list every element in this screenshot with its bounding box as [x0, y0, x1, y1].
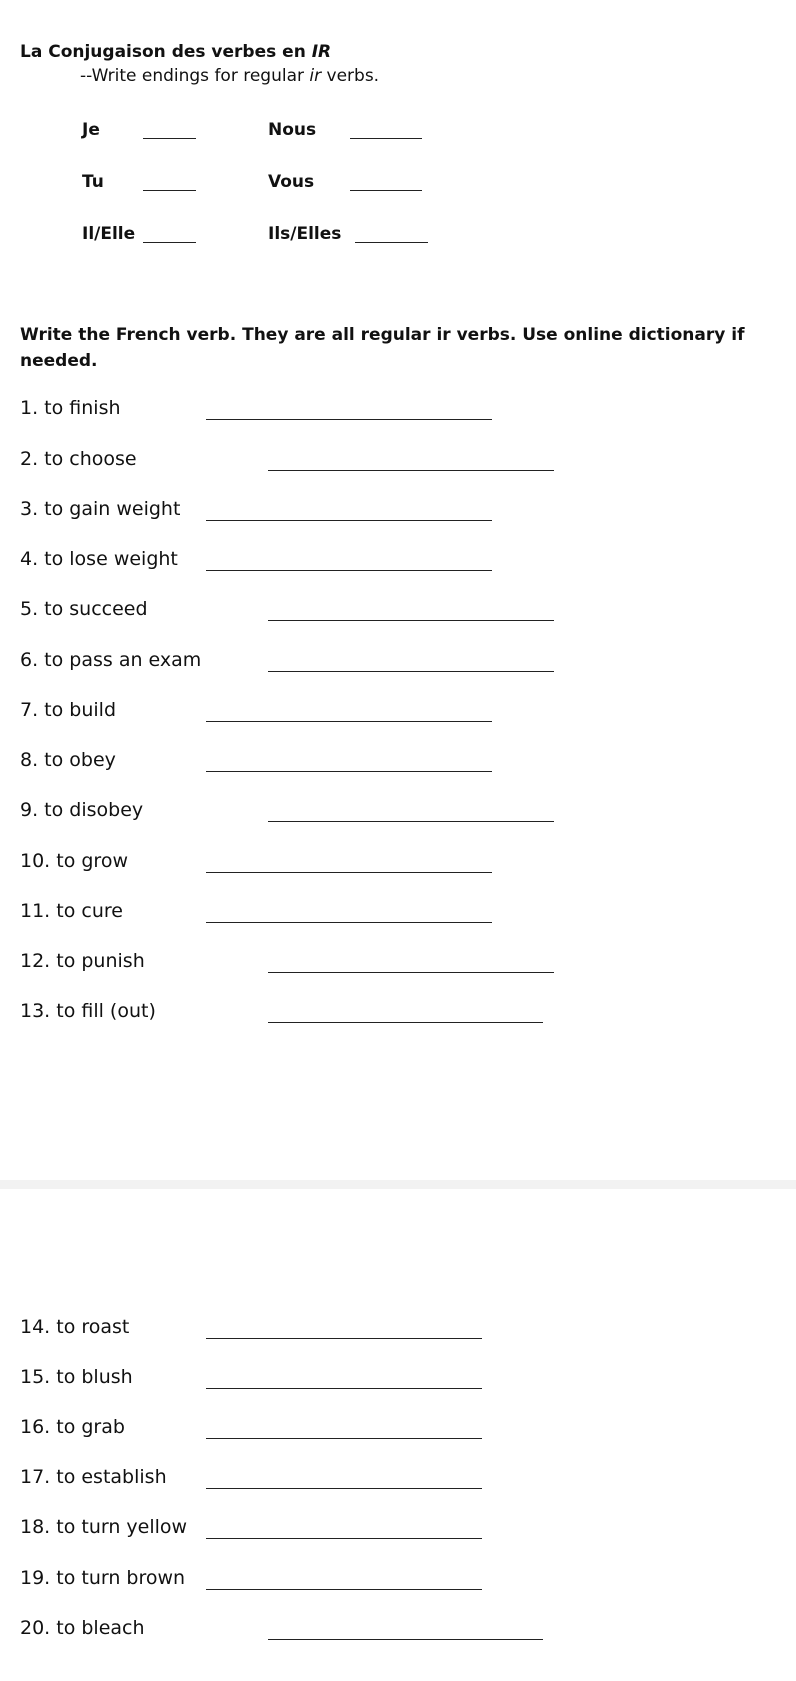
title-text: La Conjugaison des verbes en — [20, 42, 312, 62]
answer-line-4[interactable] — [206, 570, 492, 571]
vocab-item-6: 6. to pass an exam — [20, 649, 202, 671]
answer-line-13[interactable] — [268, 1022, 543, 1023]
vocab-item-8: 8. to obey — [20, 749, 116, 771]
answer-line-5[interactable] — [268, 620, 554, 621]
worksheet-page-2 — [0, 1189, 796, 1681]
vocab-item-16: 16. to grab — [20, 1416, 125, 1438]
answer-line-14[interactable] — [206, 1338, 482, 1339]
title-emphasis: IR — [311, 42, 332, 62]
vocab-item-12: 12. to punish — [20, 950, 145, 972]
instructions: Write the French verb. They are all regular ir verbs. Use online dictionary if needed. — [20, 325, 745, 371]
answer-line-7[interactable] — [206, 721, 492, 722]
worksheet-title — [20, 42, 331, 62]
vocab-item-13: 13. to fill (out) — [20, 1000, 156, 1022]
answer-line-11[interactable] — [206, 922, 492, 923]
answer-line-1[interactable] — [206, 419, 492, 420]
pronoun-tu: Tu — [82, 172, 104, 192]
pronoun-il-elle: Il/Elle — [82, 224, 136, 244]
ending-blank-nous[interactable] — [350, 138, 422, 139]
vocab-item-17: 17. to establish — [20, 1466, 167, 1488]
vocab-item-1: 1. to finish — [20, 397, 121, 419]
ending-blank-je[interactable] — [143, 138, 196, 139]
answer-line-6[interactable] — [268, 671, 554, 672]
answer-line-17[interactable] — [206, 1488, 482, 1489]
answer-line-8[interactable] — [206, 771, 492, 772]
ending-blank-ils-elles[interactable] — [355, 242, 428, 243]
vocab-item-5: 5. to succeed — [20, 598, 148, 620]
pronoun-ils-elles: Ils/Elles — [268, 224, 342, 244]
ending-blank-vous[interactable] — [350, 190, 422, 191]
vocab-item-20: 20. to bleach — [20, 1617, 145, 1639]
page-separator — [0, 1180, 796, 1189]
vocab-item-2: 2. to choose — [20, 448, 137, 470]
answer-line-3[interactable] — [206, 520, 492, 521]
answer-line-12[interactable] — [268, 972, 554, 973]
subtitle-text: --Write endings for regular — [80, 66, 310, 86]
pronoun-je: Je — [82, 120, 100, 140]
vocab-item-14: 14. to roast — [20, 1316, 130, 1338]
subtitle-emphasis: ir — [309, 66, 322, 86]
vocab-item-15: 15. to blush — [20, 1366, 133, 1388]
vocab-item-7: 7. to build — [20, 699, 117, 721]
vocab-item-10: 10. to grow — [20, 850, 128, 872]
answer-line-20[interactable] — [268, 1639, 543, 1640]
vocab-item-11: 11. to cure — [20, 900, 123, 922]
answer-line-18[interactable] — [206, 1538, 482, 1539]
pronoun-vous: Vous — [268, 172, 315, 192]
pronoun-nous: Nous — [268, 120, 317, 140]
subtitle-suffix: verbs. — [321, 66, 380, 86]
vocab-item-19: 19. to turn brown — [20, 1567, 186, 1589]
answer-line-19[interactable] — [206, 1589, 482, 1590]
answer-line-10[interactable] — [206, 872, 492, 873]
vocab-item-3: 3. to gain weight — [20, 498, 181, 520]
answer-line-15[interactable] — [206, 1388, 482, 1389]
ending-blank-il-elle[interactable] — [143, 242, 196, 243]
answer-line-9[interactable] — [268, 821, 554, 822]
vocab-item-4: 4. to lose weight — [20, 548, 178, 570]
vocab-item-18: 18. to turn yellow — [20, 1516, 188, 1538]
worksheet-subtitle — [80, 66, 379, 86]
vocab-item-9: 9. to disobey — [20, 799, 144, 821]
ending-blank-tu[interactable] — [143, 190, 196, 191]
answer-line-16[interactable] — [206, 1438, 482, 1439]
answer-line-2[interactable] — [268, 470, 554, 471]
